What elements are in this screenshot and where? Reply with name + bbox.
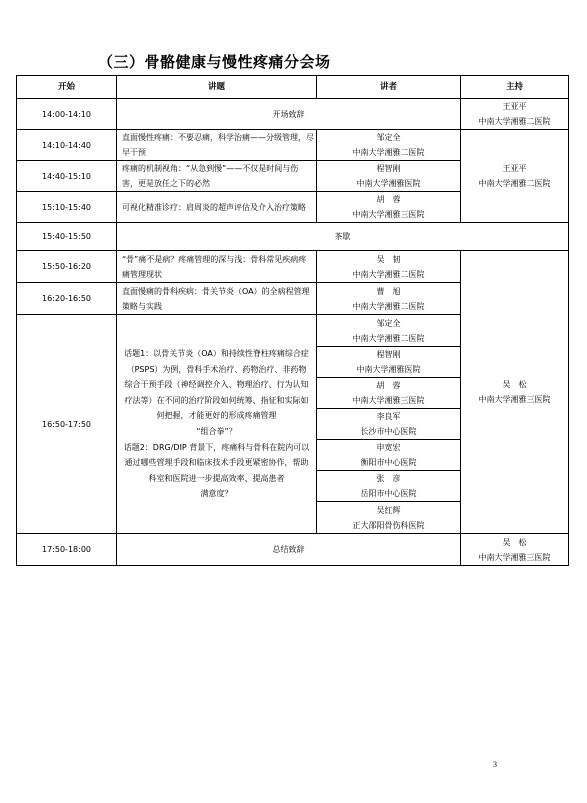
speaker-cell [317,130,461,161]
speaker-cell [317,409,461,440]
header-topic: 讲题 [117,76,317,99]
speaker-name: 李良军 [376,412,401,421]
topic-cell: 直面慢性疼痛：不要忍痛，科学治痛——分级管理，尽早干预 [117,130,317,161]
host-name: 王亚平 [502,164,527,173]
host-name: 吴 松 [502,380,527,389]
time-cell: 15:40-15:50 [17,223,117,251]
speaker-cell [317,378,461,409]
speaker-org: 衡阳市中心医院 [360,458,417,467]
topic-cell: 可视化精准诊疗：肩周炎的超声评估及介入治疗策略 [117,192,317,223]
time-cell: 14:10-14:40 [17,130,117,161]
table-row [17,223,569,251]
speaker-name: 曹 旭 [376,286,401,296]
speaker-org: 中南大学湘雅三医院 [352,210,425,219]
topic-cell: “骨”痛不是病？疼痛管理的深与浅：骨科常见疾病疼痛管理现状 [117,251,317,283]
host-org: 中南大学湘雅三医院 [478,395,551,404]
topic-cell [117,315,317,534]
table-row [17,130,569,161]
speaker-org: 岳阳市中心医院 [360,489,417,498]
time-cell: 15:10-15:40 [17,192,117,223]
header-host: 主持 [461,76,569,99]
speaker-name: 吴红辉 [376,505,401,515]
host-cell [461,534,569,566]
host-cell [461,130,569,223]
speaker-cell [317,161,461,192]
speaker-org: 中南大学湘雅医院 [356,365,421,374]
topic-cell: 开场致辞 [117,99,461,130]
header-speaker: 讲者 [317,76,461,99]
speaker-org: 正大邵阳骨伤科医院 [352,520,425,530]
speaker-org: 中南大学湘雅二医院 [352,301,425,311]
topic-2: 话题2：DRG/DIP 背景下，疼痛科与骨科在院内可以通过哪些管理手段和临床技术手段更紧密协作，帮助科室和医院进一步提高效率、提高患者 [123,442,310,483]
speaker-cell [317,283,461,315]
speaker-name: 张 彦 [376,474,401,483]
speaker-cell [317,347,461,378]
speaker-name: 吴 韧 [376,254,401,264]
speaker-org: 中南大学湘雅医院 [356,179,421,188]
speaker-org: 中南大学湘雅三医院 [352,396,425,405]
topic-cell: 直面慢痛的骨科疾病：骨关节炎（OA）的全病程管理策略与实践 [117,283,317,315]
table-row [17,534,569,566]
time-cell: 17:50-18:00 [17,534,117,566]
time-cell: 14:40-15:10 [17,161,117,192]
speaker-org: 中南大学湘雅二医院 [352,269,425,279]
host-name: 王亚平 [502,102,527,111]
table-header-row [17,76,569,99]
speaker-cell [317,315,461,347]
speaker-name: 申宽宏 [376,443,401,452]
time-cell: 14:00-14:10 [17,99,117,130]
speaker-name: 胡 蓉 [376,195,401,204]
speaker-name: 邹定全 [376,318,401,328]
topic-1: 话题1：以骨关节炎（OA）和持续性脊柱疼痛综合症（PSPS）为例，骨科手术治疗、药物治疗、非药物综合干预手段（神经调控介入、物理治疗、行为认知疗法等）在不同的治疗阶段如何统筹、指征和实际如何把握，才能更好的形成疼痛管理 [124,349,309,421]
table-row [17,251,569,283]
speaker-cell [317,440,461,471]
speaker-org: 中南大学湘雅二医院 [352,333,425,343]
topic-cell: 疼痛的机制视角：“从急到慢”——不仅是时间与伤害，更是放任之下的必然 [117,161,317,192]
table-row [17,99,569,130]
time-cell: 16:20-16:50 [17,283,117,315]
host-org: 中南大学湘雅二医院 [478,179,551,188]
topic-cell: 总结致辞 [117,534,461,566]
speaker-name: 程智刚 [376,164,401,173]
host-org: 中南大学湘雅三医院 [478,552,551,562]
speaker-cell [317,471,461,502]
speaker-org: 长沙市中心医院 [360,427,417,436]
page-number: 3 [493,760,497,769]
time-cell: 15:50-16:20 [17,251,117,283]
speaker-cell [317,192,461,223]
topic-2-end: 满意度？ [200,489,233,499]
schedule-table [16,75,569,566]
topic-1-end: “组合拳”？ [196,427,237,436]
speaker-name: 胡 蓉 [376,381,401,390]
speaker-name: 邹定全 [376,133,401,142]
speaker-cell [317,502,461,534]
page-title: （三）骨骼健康与慢性疼痛分会场 [98,53,331,71]
host-name: 吴 松 [502,537,527,547]
speaker-cell [317,251,461,283]
time-cell: 16:50-17:50 [17,315,117,534]
speaker-name: 程智刚 [376,350,401,359]
header-start: 开始 [17,76,117,99]
host-cell [461,251,569,534]
topic-cell: 茶歇 [117,223,569,251]
host-org: 中南大学湘雅二医院 [478,117,551,126]
speaker-org: 中南大学湘雅二医院 [352,148,425,157]
host-cell [461,99,569,130]
